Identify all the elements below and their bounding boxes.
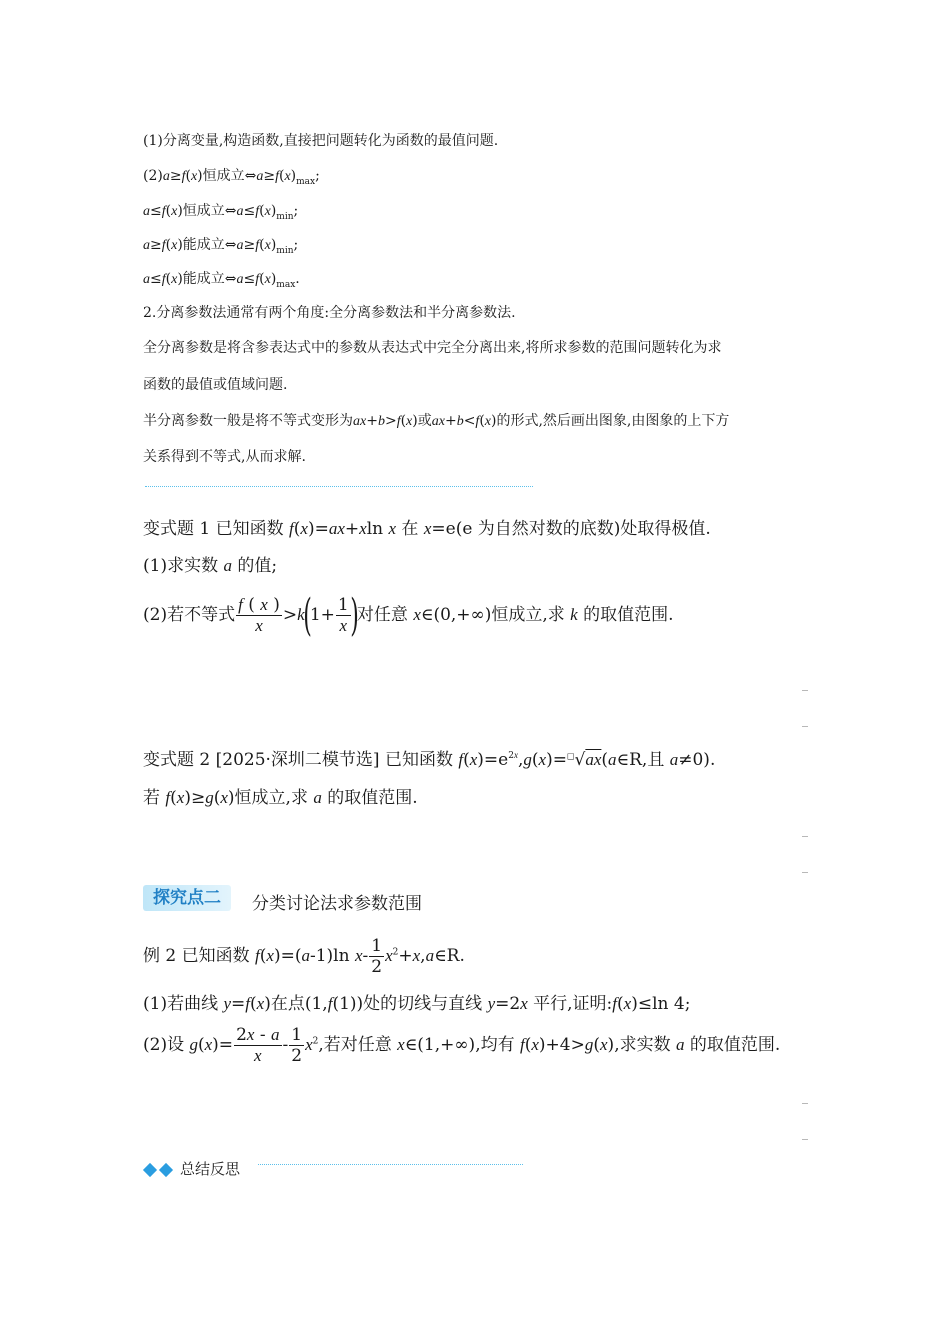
diamond-bullets-icon	[145, 1160, 177, 1179]
section-badge: 探究点二	[143, 885, 231, 911]
variant2-question: 若 f(x)≥g(x)恒成立,求 a 的取值范围.	[143, 788, 418, 808]
example2-q1: (1)若曲线 y=f(x)在点(1,f(1))处的切线与直线 y=2x 平行,证明:f(x)≤ln 4;	[143, 994, 691, 1014]
intro-line-2: (2)a≥f(x)恒成立$\Leftrightarrow a\ge f(x)_{max}$;	[143, 168, 320, 187]
margin-tick	[802, 1139, 808, 1140]
variant1-title: 变式题 1 已知函数 f(x)=ax+xln x 在 x=e(e 为自然对数的底数)处取得极值.	[143, 519, 711, 539]
fraction-fx-over-x: $\frac{f ( x )}{x}$	[238, 595, 280, 635]
margin-tick	[802, 1103, 808, 1104]
variant1-q2: (2)若不等式 $\frac{f ( x )}{x}$ >k(1+ $\frac{1}{x}$ )对任意 x∈(0,+∞)恒成立,求 k 的取值范围.	[143, 590, 674, 641]
summary-label: 总结反思	[180, 1160, 241, 1178]
fraction-1-over-2: $\frac{1}{2}$	[291, 1025, 303, 1066]
intro-line-1: (1)分离变量,构造函数,直接把问题转化为函数的最值问题.	[143, 133, 499, 149]
section-divider	[145, 486, 533, 487]
variant1-q1: (1)求实数 a 的值;	[143, 556, 278, 576]
example2-title: 例 2 已知函数 f(x)=(a-1)ln x- $\frac{1}{2}$ $x^2+x,a\in R$.	[143, 936, 465, 977]
fraction-1-over-x: $\frac{1}{x}$	[337, 595, 349, 635]
intro-full-2: 函数的最值或值域问题.	[143, 377, 288, 393]
intro-line-3: a≤f(x)恒成立$\Leftrightarrow a\le f(x)_{min}$;	[143, 203, 299, 222]
fraction-1-over-2: $\frac{1}{2}$	[371, 936, 383, 977]
margin-tick	[802, 872, 808, 873]
intro-line-5: a≤f(x)能成立$\Leftrightarrow a\le f(x)_{max}$.	[143, 271, 300, 290]
section-title: 分类讨论法求参数范围	[252, 894, 422, 914]
variant2-title: 变式题 2 [2025·深圳二模节选] 已知函数 $f(x)=e^{2x},g(x)=^□√ax(a\in R$,且 a≠0).	[143, 750, 716, 770]
summary-divider	[258, 1164, 523, 1165]
intro-full-1: 全分离参数是将含参表达式中的参数从表达式中完全分离出来,将所求参数的范围问题转化为求	[143, 340, 722, 356]
intro-half-1: 半分离参数一般是将不等式变形为ax+b>f(x)或ax+b<f(x)的形式,然后画出图象,由图象的上下方	[143, 413, 730, 429]
example2-q2: (2)设 g(x)= $\frac{2x - a}{x}$ - $\frac{1}{2}$ $x^2$,若对任意 x∈(1,+∞),均有 f(x)+4>g(x),求实数 a 的取值范围.	[143, 1025, 781, 1066]
margin-tick	[802, 726, 808, 727]
intro-half-2: 关系得到不等式,从而求解.	[143, 449, 306, 465]
margin-tick	[802, 690, 808, 691]
intro-line-4: a≥f(x)能成立$\Leftrightarrow a\ge f(x)_{min}$;	[143, 237, 299, 256]
margin-tick	[802, 836, 808, 837]
intro-point-2: 2.分离参数法通常有两个角度:全分离参数法和半分离参数法.	[143, 305, 516, 321]
fraction-2x-minus-a-over-x: $\frac{2x - a}{x}$	[236, 1025, 280, 1065]
